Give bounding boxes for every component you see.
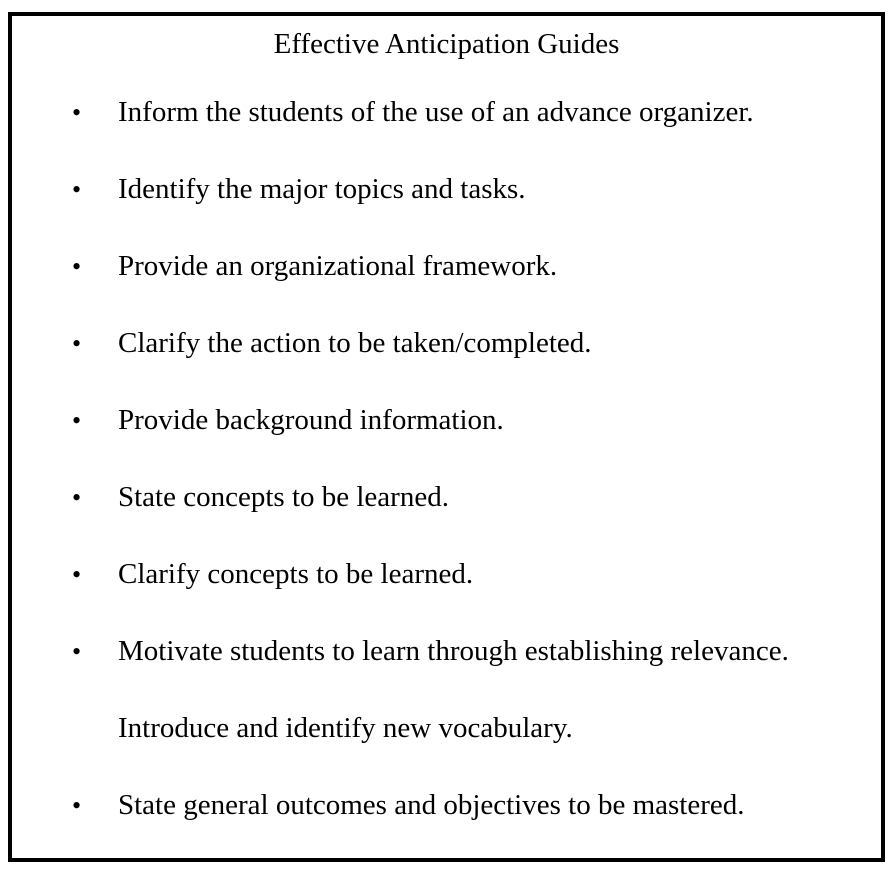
list-item-text: State general outcomes and objectives to be mastered. [118,789,745,821]
bullet-icon: • [72,252,82,281]
anticipation-guides-box [8,12,885,862]
list-item-text: Clarify the action to be taken/completed. [118,327,592,359]
list-item-text: Inform the students of the use of an advance organizer. [118,96,754,128]
list-item [12,633,881,710]
page-title: Effective Anticipation Guides [273,28,620,60]
list-item-text: Clarify concepts to be learned. [118,558,474,590]
bullet-icon: • [72,560,82,589]
list-item [12,325,881,402]
list-item-text: Motivate students to learn through establishing relevance. [118,635,789,667]
bullet-icon: • [72,406,82,435]
guides-list [12,94,881,862]
list-item [12,710,881,787]
list-item-text: Provide background information. [118,404,504,436]
bullet-icon: • [72,483,82,512]
list-item-text: Identify the major topics and tasks. [118,173,526,205]
bullet-icon: • [72,791,82,820]
list-item [12,556,881,633]
list-item [12,248,881,325]
list-item [12,94,881,171]
list-item [12,171,881,248]
list-item-text: Provide an organizational framework. [118,250,558,282]
bullet-icon: • [72,175,82,204]
list-item [12,787,881,862]
bullet-icon: • [72,329,82,358]
list-item [12,479,881,556]
bullet-icon: • [72,98,82,127]
list-item [12,402,881,479]
list-item-text: Introduce and identify new vocabulary. [118,712,573,744]
bullet-icon: • [72,637,82,666]
list-item-text: State concepts to be learned. [118,481,449,513]
